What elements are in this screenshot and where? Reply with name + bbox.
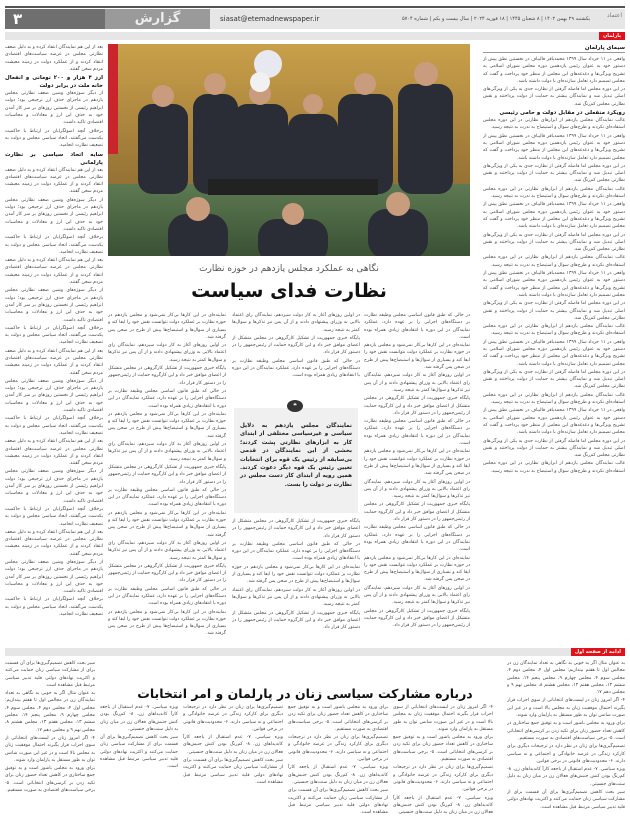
paragraph: بعد از این هم نمایندگان انتقاد کرده و به دلیل ضعف نظارتی مجلس در عرصه سیاست‌های اقتصادی انتقاد کردند و از عملکرد دولت در زمینه معیشت مردم سخن گفتند. [5, 348, 103, 376]
paragraph: پایگاه خبری جمهوریت از تشکیل کارگروهی در مجلس متشکل از اعضای موافق خبر داد و این کارگروه حمایت از رئیس‌جمهور را در دستور کار قرار داد. [108, 464, 226, 485]
paragraph: نماینده‌ای در این کارها بی‌کار نمی‌شود و مجلس یازدهم در حوزه نظارت بر عملکرد دولت نتوانست نقش خود را ایفا کند و بسیاری از سوال‌ها و استیضاح‌ها پیش از طرح در صحن پس گرفته شد. [108, 510, 226, 538]
page-number: ۳ [5, 9, 105, 29]
paragraph: تصمیم‌گیری‌ها برای زنان در نظر دارد در ترجیحات دیگری برای کارکرد زندگی در عرصه خانوادگی و اجتماعی و نه سیاسی دارند. ۶- محدودیت‌های قانونی در برخی قوانین. [183, 705, 283, 732]
paragraph: برخلاف آنچه اصولگرایان در ارتباط با حاکمیت یکدست می‌گفتند، اتحاد سیاسی مجلس و دولت به تضعیف نظارت انجامید. [5, 235, 103, 255]
paragraph: برخلاف آنچه اصولگرایان در ارتباط با حاکمیت یکدست می‌گفتند، اتحاد سیاسی مجلس و دولت به تضعیف نظارت انجامید. [5, 506, 103, 527]
paragraph: نماینده‌ای در این کارها بی‌کار نمی‌شود و مجلس یازدهم در حوزه نظارت بر عملکرد دولت نتوانست نقش خود را ایفا کند و بسیاری از سوال‌ها و استیضاح‌ها پیش از طرح در صحن پس گرفته شد. [364, 449, 470, 477]
paragraph: واقعی در ۱۱ خرداد سال ۱۳۹۹ محمدباقر قالیباف در نخستین نطق پیش از دستور خود به عنوان رئیس یازدهمین دوره مجلس شورای اسلامی به تشریح ویژگی‌ها و دغدغه‌های این مجلس از منظر خود پرداخت و گفت که مجلس تصمیم دارد تعامل سازنده‌ای با دولت داشته باشد. [483, 271, 625, 298]
paragraph: پایگاه خبری جمهوریت از تشکیل کارگروهی در مجلس متشکل از اعضای موافق خبر داد و این کارگروه حمایت از رئیس‌جمهور را در دستور کار قرار داد. [232, 335, 360, 356]
paragraph: واقعی در ۱۱ خرداد سال ۱۳۹۹ محمدباقر قالیباف در نخستین نطق پیش از دستور خود به عنوان رئیس یازدهمین دوره مجلس شورای اسلامی به تشریح ویژگی‌ها و دغدغه‌های این مجلس از منظر خود پرداخت و گفت که مجلس تصمیم دارد تعامل سازنده‌ای با دولت داشته باشد. [483, 57, 625, 84]
paragraph: در اولین روزهای آغاز به کار دولت سیزدهم، نمایندگان رای اعتماد بالایی به وزرای پیشنهادی دادند و از آن پس نیز تذکرها و سوال‌ها کمتر به نتیجه رسید. [232, 313, 360, 333]
paragraph: واقعی در ۱۱ خرداد سال ۱۳۹۹ محمدباقر قالیباف در نخستین نطق پیش از دستور خود به عنوان رئیس یازدهمین دوره مجلس شورای اسلامی به تشریح ویژگی‌ها و دغدغه‌های این مجلس از منظر خود پرداخت و گفت که مجلس تصمیم دارد تعامل سازنده‌ای با دولت داشته باشد. [483, 408, 625, 436]
paragraph: ۴- اگر امروز زنان در لیست‌های انتخاباتی از سوی احزاب قرار بگیرند احتمال موفقیت زنان به مجلس بالا است و در غیر این صورت شانس توان به طور مستقل به پارلمان وارد شوند. [507, 698, 625, 719]
paragraph: پایگاه خبری جمهوریت از تشکیل کارگروهی در مجلس متشکل از اعضای موافق خبر داد و این کارگروه حمایت از رئیس‌جمهور را در دستور کار قرار داد. [232, 610, 360, 631]
paragraph: بعد از این هم نمایندگان انتقاد کرده و به دلیل ضعف نظارتی مجلس در عرصه سیاست‌های اقتصادی انتقاد کردند و از عملکرد دولت در زمینه معیشت مردم سخن گفتند. [5, 167, 103, 195]
paragraph: واقعی در ۱۱ خرداد سال ۱۳۹۹ محمدباقر قالیباف در نخستین نطق پیش از دستور خود به عنوان رئیس یازدهمین دوره مجلس شورای اسلامی به تشریح ویژگی‌ها و دغدغه‌های این مجلس از منظر خود پرداخت و گفت که مجلس تصمیم دارد تعامل سازنده‌ای با دولت داشته باشد. [483, 133, 625, 161]
paragraph: به عنوان مثال اگر به خوبی به نگاهی به تعداد نمایندگان زن در مجالس اول تا هفتم بیندازیم: مجلس اول ۴، مجلس دوم ۴، مجلس سوم ۴، مجلس چهارم ۹، مجلس پنجم ۱۴، مجلس ششم ۱۳، مجلس هفتم ۱۳، مجلس هشتم ۸، مجلس نهم ۹ و مجلس دهم ۱۷. [5, 691, 95, 733]
paragraph: در حالی که طبق قانون اساسی مجلس وظیفه نظارت بر دستگاه‌های اجرایی را بر عهده دارد، عملکرد نمایندگان در این دوره با انتقادهای زیادی همراه بوده است. [232, 358, 360, 379]
paragraph: ویژه سیاسی. ۷- عدم استقبال از باجعه کارآ کاندیداهای زن. ۸- کم‌رنگ بودن کنش جنبش‌های فعالان زن در میان زنان به دلیل سنت‌های جنسیتی. [507, 767, 625, 787]
paragraph: در این دوره مجلس اما فاصله گرفتن از نظارت جدی به یکی از ویژگی‌های اصلی تبدیل شد و نمایندگان بیشتر به حمایت از دولت پرداختند و نقش نظارتی مجلس کم‌رنگ شد. [483, 301, 625, 321]
paragraph: در این دوره مجلس اما فاصله گرفتن از نظارت جدی به یکی از ویژگی‌های اصلی تبدیل شد و نمایندگان بیشتر به حمایت از دولت پرداختند و نقش نظارتی مجلس کم‌رنگ شد. [483, 232, 625, 253]
paragraph: بعد از این هم نمایندگان انتقاد کرده و به دلیل ضعف نظارتی مجلس در عرصه سیاست‌های اقتصادی انتقاد کردند و از عملکرد دولت در زمینه معیشت مردم سخن گفتند. [5, 529, 103, 557]
email-link[interactable]: siasat@etemadnewspaper.ir [220, 15, 320, 23]
paragraph: در اولین روزهای آغاز به کار دولت سیزدهم، نمایندگان رای اعتماد بالایی به وزرای پیشنهادی دادند و از آن پس نیز تذکرها و سوال‌ها کمتر به نتیجه رسید. [364, 585, 470, 606]
article-headline: نظارت فدای سیاست [191, 280, 387, 302]
paragraph: برای ورود به مجلس باشور است و به توفیق جمع ساختاری در کاهش تعداد حضور زنان برای تکیه زدن بر کرسی‌های انتخاباتی است. ۵- برخی سیاست‌های اقتصادی به صورت مستقیم. [393, 735, 493, 763]
section-title: گزارش [105, 9, 210, 29]
paragraph: سیر بحث کاهش تصمیم‌گیری‌ها برای آن قسمت برای از مشارکت سیاسی زنان حمایت می‌کنند و اکثریت نهادهای دولتی قلیه تدبیر سیاسی مرتبط قبل مشاهده است. [5, 661, 95, 688]
paragraph: ویژه سیاسی. ۷- عدم استقبال از باجعه کارآ کاندیداهای زن. ۸- کم‌رنگ بودن کنش جنبش‌های فعالان زن در میان زنان به دلیل سنت‌های جنسیتی. [183, 735, 283, 755]
paragraph: نماینده‌ای در این کارها بی‌کار نمی‌شود و مجلس یازدهم در حوزه نظارت بر عملکرد دولت نتوانست نقش خود را ایفا کند و بسیاری از سوال‌ها و استیضاح‌ها پیش از طرح در صحن پس گرفته شد. [364, 555, 470, 583]
paragraph: در اولین روزهای آغاز به کار دولت سیزدهم، نمایندگان رای اعتماد بالایی به وزرای پیشنهادی دادند و از آن پس نیز تذکرها و سوال‌ها کمتر به نتیجه رسید. [108, 540, 226, 561]
paragraph: در حالی که طبق قانون اساسی مجلس وظیفه نظارت بر دستگاه‌های اجرایی را بر عهده دارد، عملکرد نمایندگان در این دوره با انتقادهای زیادی همراه بوده است. [232, 541, 360, 562]
subheading: ارز ۴ هزار و ۲۰۰ تومانی و انفعال خانه ملت در برابر دولت [5, 75, 103, 90]
paragraph: ۴- اگر امروز زنان در لیست‌های انتخاباتی از سوی احزاب قرار بگیرند احتمال موفقیت زنان به مجلس بالا است و در غیر این صورت شانس توان به طور مستقل به پارلمان وارد شوند. [393, 705, 493, 732]
bottom-column-4 [183, 704, 283, 818]
newspaper-logo: اعتماد [606, 12, 622, 19]
paragraph: در حالی که طبق قانون اساسی مجلس وظیفه نظارت بر دستگاه‌های اجرایی را بر عهده دارد، عملکرد نمایندگان در این دوره با انتقادهای زیادی همراه بوده است. [108, 388, 226, 409]
paragraph: ویژه سیاسی. ۷- عدم استقبال از باجعه کارآ کاندیداهای زن. ۸- کم‌رنگ بودن کنش جنبش‌های فعالان زن در میان زنان به دلیل سنت‌های جنسیتی. [288, 765, 388, 785]
paragraph: بعد از این هم نمایندگان انتقاد کرده و به دلیل ضعف نظارتی مجلس در عرصه سیاست‌های اقتصادی انتقاد کردند و از عملکرد دولت در زمینه معیشت مردم سخن گفتند. [5, 439, 103, 467]
paragraph: غالب نمایندگان مجلس یازدهم از ابزارهای نظارتی در این دوره مجلس استفاده‌ای نکردند و طرح‌های سوال و استیضاح به ندرت به نتیجه رسید. [483, 324, 625, 337]
paragraph: برای ورود به مجلس باشور است و به توفیق جمع ساختاری در کاهش تعداد حضور زنان برای تکیه زدن بر کرسی‌های انتخاباتی است. ۵- برخی سیاست‌های اقتصادی به صورت مستقیم. [288, 705, 388, 732]
paragraph: تصمیم‌گیری‌ها برای زنان در نظر دارد در ترجیحات دیگری برای کارکرد زندگی در عرصه خانوادگی و اجتماعی و نه سیاسی دارند. ۶- محدودیت‌های قانونی در برخی قوانین. [393, 765, 493, 793]
paragraph: در این دوره مجلس اما فاصله گرفتن از نظارت جدی به یکی از ویژگی‌های اصلی تبدیل شد و نمایندگان بیشتر به حمایت از دولت پرداختند و نقش نظارتی مجلس کم‌رنگ شد. [483, 87, 625, 107]
quote-icon: ❝ [287, 400, 303, 412]
paragraph: در اولین روزهای آغاز به کار دولت سیزدهم، نمایندگان رای اعتماد بالایی به وزرای پیشنهادی دادند و از آن پس نیز تذکرها و سوال‌ها کمتر به نتیجه رسید. [108, 442, 226, 462]
paragraph: در این دوره مجلس اما فاصله گرفتن از نظارت جدی به یکی از ویژگی‌های اصلی تبدیل شد و نمایندگان بیشتر به حمایت از دولت پرداختند و نقش نظارتی مجلس کم‌رنگ شد. [483, 438, 625, 459]
paragraph: پایگاه خبری جمهوریت از تشکیل کارگروهی در مجلس متشکل از اعضای موافق خبر داد و این کارگروه حمایت از رئیس‌جمهور را در دستور کار قرار داد. [364, 502, 470, 523]
paragraph: سیر بحث کاهش تصمیم‌گیری‌ها برای آن قسمت برای از مشارکت سیاسی زنان حمایت می‌کنند و اکثریت نهادهای دولتی قلیه تدبیر سیاسی مرتبط قبل مشاهده است. [100, 735, 178, 770]
paragraph: در حالی که طبق قانون اساسی مجلس وظیفه نظارت بر دستگاه‌های اجرایی را بر عهده دارد، عملکرد نمایندگان در این دوره با انتقادهای زیادی همراه بوده است. [364, 525, 470, 553]
paragraph: از دیگر سوژه‌های وشین ضعف نظارتی مجلس یازدهم در ماجرای حذف ارز ترجیحی بود؛ دولت ابراهیم رئیسی از نخستین روزهای بر سر کار آمدن خود به حذف این ارز و معادلات و محاسبات اقتصادی تاکید داشت. [5, 288, 103, 323]
paragraph: در حالی که طبق قانون اساسی مجلس وظیفه نظارت بر دستگاه‌های اجرایی را بر عهده دارد، عملکرد نمایندگان در این دوره با انتقادهای زیادی همراه بوده است. [364, 313, 470, 340]
section-label: پارلمان [599, 32, 625, 40]
subheading: رویکرد منفعلی در مقابل دولت و حامی رئیسی [499, 110, 625, 117]
subheading: سایه اتحاد سیاسی بر نظارت پارلمانی [5, 151, 103, 166]
parliament-photo [108, 44, 470, 256]
paragraph: برخلاف آنچه اصولگرایان در ارتباط با حاکمیت یکدست می‌گفتند، اتحاد سیاسی مجلس و دولت به تضعیف نظارت انجامید. [5, 416, 103, 436]
paragraph: در حالی که طبق قانون اساسی مجلس وظیفه نظارت بر دستگاه‌های اجرایی را بر عهده دارد، عملکرد نمایندگان در این دوره با انتقادهای زیادی همراه بوده است. [108, 586, 226, 607]
paragraph: برای ورود به مجلس باشور است و به توفیق جمع ساختاری در کاهش تعداد حضور زنان برای تکیه زدن بر کرسی‌های انتخاباتی است. ۵- برخی سیاست‌های اقتصادی به صورت مستقیم. [5, 766, 95, 794]
continued-label: ادامه از صفحه اول [571, 648, 625, 656]
paragraph: تصمیم‌گیری‌ها برای زنان در نظر دارد در ترجیحات دیگری برای کارکرد زندگی در عرصه خانوادگی و اجتماعی و نه سیاسی دارند. ۶- محدودیت‌های قانونی در برخی قوانین. [507, 744, 625, 764]
paragraph: پایگاه خبری جمهوریت از تشکیل کارگروهی در مجلس متشکل از اعضای موافق خبر داد و این کارگروه حمایت از رئیس‌جمهور را در دستور کار قرار داد. [364, 396, 470, 416]
paragraph: بعد از این هم نمایندگان انتقاد کرده و به دلیل ضعف نظارتی مجلس در عرصه سیاست‌های اقتصادی انتقاد کردند و از عملکرد دولت در زمینه معیشت مردم سخن گفتند. [5, 258, 103, 286]
bottom-column-1 [507, 660, 625, 818]
paragraph: در این دوره مجلس اما فاصله گرفتن از نظارت جدی به یکی از ویژگی‌های اصلی تبدیل شد و نمایندگان بیشتر به حمایت از دولت پرداختند و نقش نظارتی مجلس کم‌رنگ شد. [483, 369, 625, 390]
paragraph: از دیگر سوژه‌های وشین ضعف نظارتی مجلس یازدهم در ماجرای حذف ارز ترجیحی بود؛ دولت ابراهیم رئیسی از نخستین روزهای بر سر کار آمدن خود به حذف این ارز و معادلات و محاسبات اقتصادی تاکید داشت. [5, 469, 103, 504]
paragraph: بعد از این هم نمایندگان انتقاد کرده و به دلیل ضعف نظارتی مجلس در عرصه سیاست‌های اقتصادی انتقاد کردند و از عملکرد دولت در زمینه معیشت مردم سخن گفتند. [5, 45, 103, 72]
paragraph: در اولین روزهای آغاز به کار دولت سیزدهم، نمایندگان رای اعتماد بالایی به وزرای پیشنهادی دادند و از آن پس نیز تذکرها و سوال‌ها کمتر به نتیجه رسید. [232, 587, 360, 608]
paragraph: در اولین روزهای آغاز به کار دولت سیزدهم، نمایندگان رای اعتماد بالایی به وزرای پیشنهادی دادند و از آن پس نیز تذکرها و سوال‌ها کمتر به نتیجه رسید. [364, 373, 470, 393]
paragraph: برخلاف آنچه اصولگرایان در ارتباط با حاکمیت یکدست می‌گفتند، اتحاد سیاسی مجلس و دولت به تضعیف نظارت انجامید. [5, 597, 103, 618]
paragraph: سیر بحث کاهش تصمیم‌گیری‌ها برای آن قسمت برای از مشارکت سیاسی زنان حمایت می‌کنند و اکثریت نهادهای دولتی قلیه تدبیر سیاسی مرتبط قبل مشاهده است. [183, 758, 283, 785]
bottom-column-5 [100, 704, 178, 818]
paragraph: برخلاف آنچه اصولگرایان در ارتباط با حاکمیت یکدست می‌گفتند، اتحاد سیاسی مجلس و دولت به تضعیف نظارت انجامید. [5, 325, 103, 346]
paragraph: در اولین روزهای آغاز به کار دولت سیزدهم، نمایندگان رای اعتماد بالایی به وزرای پیشنهادی دادند و از آن پس نیز تذکرها و سوال‌ها کمتر به نتیجه رسید. [108, 343, 226, 363]
paragraph: از دیگر سوژه‌های وشین ضعف نظارتی مجلس یازدهم در ماجرای حذف ارز ترجیحی بود؛ دولت ابراهیم رئیسی از نخستین روزهای بر سر کار آمدن خود به حذف این ارز و معادلات و محاسبات اقتصادی تاکید داشت. [5, 378, 103, 414]
paragraph: غالب نمایندگان مجلس یازدهم از ابزارهای نظارتی در این دوره مجلس استفاده‌ای نکردند و طرح‌های سوال و استیضاح به ندرت به نتیجه رسید. [483, 186, 625, 200]
section-strip [5, 32, 625, 40]
paragraph: پایگاه خبری جمهوریت از تشکیل کارگروهی در مجلس متشکل از اعضای موافق خبر داد و این کارگروه حمایت از رئیس‌جمهور را در دستور کار قرار داد. [108, 563, 226, 584]
paragraph: در اولین روزهای آغاز به کار دولت سیزدهم، نمایندگان رای اعتماد بالایی به وزرای پیشنهادی دادند و از آن پس نیز تذکرها و سوال‌ها کمتر به نتیجه رسید. [364, 479, 470, 500]
article-column-2b [232, 518, 360, 642]
bottom-column-3 [288, 704, 388, 818]
paragraph: ۴- اگر امروز زنان در لیست‌های انتخاباتی از سوی احزاب قرار بگیرند احتمال موفقیت زنان به مجلس بالا است و در غیر این صورت شانس توان به طور مستقل به پارلمان وارد شوند. [5, 735, 95, 763]
paragraph: از دیگر سوژه‌های وشین ضعف نظارتی مجلس یازدهم در ماجرای حذف ارز ترجیحی بود؛ دولت ابراهیم رئیسی از نخستین روزهای بر سر کار آمدن خود به حذف این ارز و معادلات و محاسبات اقتصادی تاکید داشت. [5, 197, 103, 232]
paragraph: غالب نمایندگان مجلس یازدهم از ابزارهای نظارتی در این دوره مجلس استفاده‌ای نکردند و طرح‌های سوال و استیضاح به ندرت به نتیجه رسید. [483, 118, 625, 131]
paragraph: سیر بحث کاهش تصمیم‌گیری‌ها برای آن قسمت برای از مشارکت سیاسی زنان حمایت می‌کنند و اکثریت نهادهای دولتی قلیه تدبیر سیاسی مرتبط قبل مشاهده است. [288, 788, 388, 816]
paragraph: غالب نمایندگان مجلس یازدهم از ابزارهای نظارتی در این دوره مجلس استفاده‌ای نکردند و طرح‌های سوال و استیضاح به ندرت به نتیجه رسید. [483, 255, 625, 268]
paragraph: واقعی در ۱۱ خرداد سال ۱۳۹۹ محمدباقر قالیباف در نخستین نطق پیش از دستور خود به عنوان رئیس یازدهمین دوره مجلس شورای اسلامی به تشریح ویژگی‌ها و دغدغه‌های این مجلس از منظر خود پرداخت و گفت که مجلس تصمیم دارد تعامل سازنده‌ای با دولت داشته باشد. [483, 202, 625, 230]
right-column [483, 44, 625, 640]
header-rule [5, 6, 625, 8]
paragraph: ویژه سیاسی. ۷- عدم استقبال از باجعه کارآ کاندیداهای زن. ۸- کم‌رنگ بودن کنش جنبش‌های فعالان زن در میان زنان به دلیل سنت‌های جنسیتی. [393, 795, 493, 816]
paragraph: تصمیم‌گیری‌ها برای زنان در نظر دارد در ترجیحات دیگری برای کارکرد زندگی در عرصه خانوادگی و اجتماعی و نه سیاسی دارند. ۶- محدودیت‌های قانونی در برخی قوانین. [288, 735, 388, 763]
paragraph: نماینده‌ای در این کارها بی‌کار نمی‌شود و مجلس یازدهم در حوزه نظارت بر عملکرد دولت نتوانست نقش خود را ایفا کند و بسیاری از سوال‌ها و استیضاح‌ها پیش از طرح در صحن پس گرفته شد. [108, 411, 226, 439]
paragraph: پایگاه خبری جمهوریت از تشکیل کارگروهی در مجلس متشکل از اعضای موافق خبر داد و این کارگروه حمایت از رئیس‌جمهور را در دستور کار قرار داد. [108, 366, 226, 386]
paragraph: نماینده‌ای در این کارها بی‌کار نمی‌شود و مجلس یازدهم در حوزه نظارت بر عملکرد دولت نتوانست نقش خود را ایفا کند و بسیاری از سوال‌ها و استیضاح‌ها پیش از طرح در صحن پس گرفته شد. [364, 343, 470, 371]
article-column-1 [108, 312, 226, 642]
article-kicker: نگاهی به عملکرد مجلس یازدهم در حوزه نظارت [199, 264, 379, 274]
paragraph: برخلاف آنچه اصولگرایان در ارتباط با حاکمیت یکدست می‌گفتند، اتحاد سیاسی مجلس و دولت به تضعیف نظارت انجامید. [5, 128, 103, 149]
paragraph: در حالی که طبق قانون اساسی مجلس وظیفه نظارت بر دستگاه‌های اجرایی را بر عهده دارد، عملکرد نمایندگان در این دوره با انتقادهای زیادی همراه بوده است. [364, 419, 470, 447]
bottom-headline: درباره مشارکت سیاسی زنان در پارلمان و امر انتخابات [137, 686, 473, 701]
paragraph: پایگاه خبری جمهوریت از تشکیل کارگروهی در مجلس متشکل از اعضای موافق خبر داد و این کارگروه حمایت از رئیس‌جمهور را در دستور کار قرار داد. [232, 519, 360, 539]
paragraph: برای ورود به مجلس باشور است و به توفیق جمع ساختاری در کاهش تعداد حضور زنان برای تکیه زدن بر کرسی‌های انتخاباتی است. ۵- برخی سیاست‌های اقتصادی به صورت مستقیم. [507, 721, 625, 741]
paragraph: نماینده‌ای در این کارها بی‌کار نمی‌شود و مجلس یازدهم در حوزه نظارت بر عملکرد دولت نتوانست نقش خود را ایفا کند و بسیاری از سوال‌ها و استیضاح‌ها پیش از طرح در صحن پس گرفته شد. [108, 609, 226, 637]
paragraph: واقعی در ۱۱ خرداد سال ۱۳۹۹ محمدباقر قالیباف در نخستین نطق پیش از دستور خود به عنوان رئیس یازدهمین دوره مجلس شورای اسلامی به تشریح ویژگی‌ها و دغدغه‌های این مجلس از منظر خود پرداخت و گفت که مجلس تصمیم دارد تعامل سازنده‌ای با دولت داشته باشد. [483, 339, 625, 367]
right-heading: سیمای پارلمان [483, 44, 625, 53]
bottom-column-6 [5, 660, 95, 818]
paragraph: در حالی که طبق قانون اساسی مجلس وظیفه نظارت بر دستگاه‌های اجرایی را بر عهده دارد، عملکرد نمایندگان در این دوره با انتقادهای زیادی همراه بوده است. [108, 487, 226, 508]
left-column [5, 44, 103, 640]
paragraph: پایگاه خبری جمهوریت از تشکیل کارگروهی در مجلس متشکل از اعضای موافق خبر داد و این کارگروه حمایت از رئیس‌جمهور را در دستور کار قرار داد. [364, 608, 470, 629]
paragraph: در این دوره مجلس اما فاصله گرفتن از نظارت جدی به یکی از ویژگی‌های اصلی تبدیل شد و نمایندگان بیشتر به حمایت از دولت پرداختند و نقش نظارتی مجلس کم‌رنگ شد. [483, 163, 625, 184]
issue-date: یکشنبه ۲۹ بهمن ۱۴۰۲ | ۸ شعبان ۱۴۴۵ | ۱۸ فوریه ۲۰۲۴ | سال بیست و یکم | شماره ۵۷۰۴ [401, 16, 590, 22]
paragraph: سیر بحث کاهش تصمیم‌گیری‌ها برای آن قسمت برای از مشارکت سیاسی زنان حمایت می‌کنند و اکثریت نهادهای دولتی قلیه تدبیر سیاسی مرتبط قبل مشاهده است. [507, 790, 625, 810]
bottom-column-2 [393, 704, 493, 818]
paragraph: به عنوان مثال اگر به خوبی به نگاهی به تعداد نمایندگان زن در مجالس اول تا هفتم بیندازیم: مجلس اول ۴، مجلس دوم ۴، مجلس سوم ۴، مجلس چهارم ۹، مجلس پنجم ۱۴، مجلس ششم ۱۳، مجلس هفتم ۱۳، مجلس هشتم ۸، مجلس نهم ۹ و مجلس دهم ۱۷. [507, 661, 625, 696]
paragraph: نماینده‌ای در این کارها بی‌کار نمی‌شود و مجلس یازدهم در حوزه نظارت بر عملکرد دولت نتوانست نقش خود را ایفا کند و بسیاری از سوال‌ها و استیضاح‌ها پیش از طرح در صحن پس گرفته شد. [232, 564, 360, 585]
paragraph: ویژه سیاسی. ۷- عدم استقبال از باجعه کارآ کاندیداهای زن. ۸- کم‌رنگ بودن کنش جنبش‌های فعالان زن در میان زنان به دلیل سنت‌های جنسیتی. [100, 705, 178, 732]
paragraph: از دیگر سوژه‌های وشین ضعف نظارتی مجلس یازدهم در ماجرای حذف ارز ترجیحی بود؛ دولت ابراهیم رئیسی از نخستین روزهای بر سر کار آمدن خود به حذف این ارز و معادلات و محاسبات اقتصادی تاکید داشت. [5, 91, 103, 126]
paragraph: غالب نمایندگان مجلس یازدهم از ابزارهای نظارتی در این دوره مجلس استفاده‌ای نکردند و طرح‌های سوال و استیضاح به ندرت به نتیجه رسید. [483, 392, 625, 406]
pull-quote: نمایندگان مجلس یازدهم به دلایل سیاسی و غیرسیاسی مختلفی از ابتدای کار به ابزارهای نظارتی پشت کردند؛ بخشی از این نمایندگان در قدمی بی‌سابقه از رئیس یک قوه برای انتخابات تعیین رئیس یک قوه دیگر دعوت کردند. همین رویه از ابتدای کار دست مجلس در نظارت بر دولت را بست. [234, 408, 358, 513]
paragraph: نماینده‌ای در این کارها بی‌کار نمی‌شود و مجلس یازدهم در حوزه نظارت بر عملکرد دولت نتوانست نقش خود را ایفا کند و بسیاری از سوال‌ها و استیضاح‌ها پیش از طرح در صحن پس گرفته شد. [108, 313, 226, 340]
article-column-3 [364, 312, 470, 642]
paragraph: غالب نمایندگان مجلس یازدهم از ابزارهای نظارتی در این دوره مجلس استفاده‌ای نکردند و طرح‌های سوال و استیضاح به ندرت به نتیجه رسید. [483, 461, 625, 474]
article-column-2a [232, 312, 360, 398]
paragraph: از دیگر سوژه‌های وشین ضعف نظارتی مجلس یازدهم در ماجرای حذف ارز ترجیحی بود؛ دولت ابراهیم رئیسی از نخستین روزهای بر سر کار آمدن خود به حذف این ارز و معادلات و محاسبات اقتصادی تاکید داشت. [5, 560, 103, 595]
continued-strip [5, 648, 625, 656]
